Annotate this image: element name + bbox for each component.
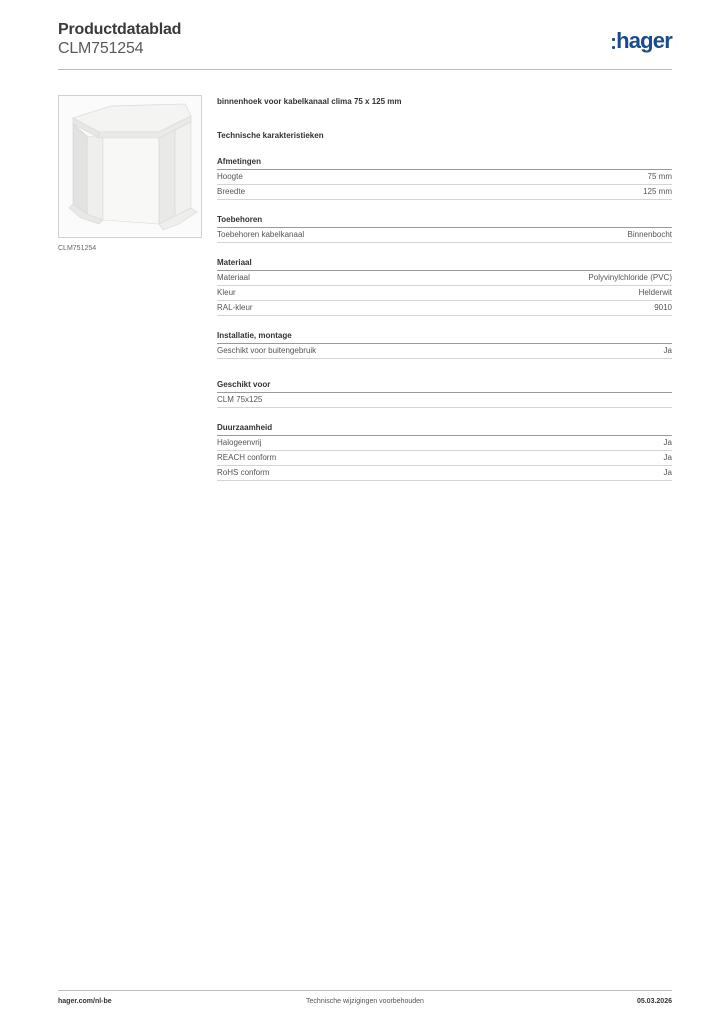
section-installation [217,330,672,359]
spec-row [217,466,672,481]
spec-value: 75 mm [647,172,672,181]
footer-notice: Technische wijzigingen voorbehouden [306,998,424,1005]
image-caption: CLM751254 [58,245,97,252]
spec-value: 125 mm [643,187,672,196]
product-details [217,96,672,481]
spec-value: 9010 [654,303,672,312]
section-title: Installatie, montage [217,330,672,344]
spec-value: Ja [663,468,672,477]
spec-value: Ja [663,453,672,462]
document-header [58,20,672,70]
spec-label: Hoogte [217,172,243,181]
spec-label: Halogeenvrij [217,438,262,447]
spec-row [217,185,672,200]
product-image-drawing [59,96,201,237]
spec-label: RAL-kleur [217,303,253,312]
technical-characteristics-title: Technische karakteristieken [217,131,324,140]
section-accessories [217,214,672,243]
spec-label: CLM 75x125 [217,395,263,404]
section-title: Toebehoren [217,214,672,228]
document-footer [58,998,672,1010]
section-title: Duurzaamheid [217,422,672,436]
footer-date: 05.03.2026 [636,998,672,1005]
spec-label: Toebehoren kabelkanaal [217,230,305,239]
spec-row [217,436,672,451]
logo-dots-icon [612,38,615,49]
spec-row [217,301,672,316]
spec-row [217,393,672,408]
section-title: Geschikt voor [217,379,672,393]
section-dimensions [217,156,672,200]
section-suitable-for [217,379,672,408]
section-sustainability [217,422,672,481]
spec-row [217,271,672,286]
footer-divider [58,990,672,991]
spec-label: REACH conform [217,453,277,462]
document-title: Productdatablad [58,21,182,38]
spec-row [217,451,672,466]
spec-value: Binnenbocht [627,230,672,239]
product-code: CLM751254 [58,40,144,57]
spec-label: Kleur [217,288,236,297]
spec-value: Helderwit [638,288,672,297]
spec-value: Ja [663,346,672,355]
spec-row [217,286,672,301]
spec-value: Ja [663,438,672,447]
product-image [58,95,202,238]
spec-row [217,228,672,243]
spec-label: Breedte [217,187,246,196]
spec-label: Geschikt voor buitengebruik [217,346,317,355]
spec-row [217,344,672,359]
spec-label: RoHS conform [217,468,270,477]
product-description: binnenhoek voor kabelkanaal clima 75 x 125 mm [217,97,402,106]
footer-website-link[interactable]: hager.com/nl-be [58,998,112,1005]
spec-value: Polyvinylchloride (PVC) [588,273,672,282]
section-title: Materiaal [217,257,672,271]
header-divider [58,69,672,70]
spec-row [217,170,672,185]
logo-text: hager [616,28,672,53]
section-material [217,257,672,316]
hager-logo [612,26,672,56]
section-title: Afmetingen [217,156,672,170]
spec-label: Materiaal [217,273,250,282]
